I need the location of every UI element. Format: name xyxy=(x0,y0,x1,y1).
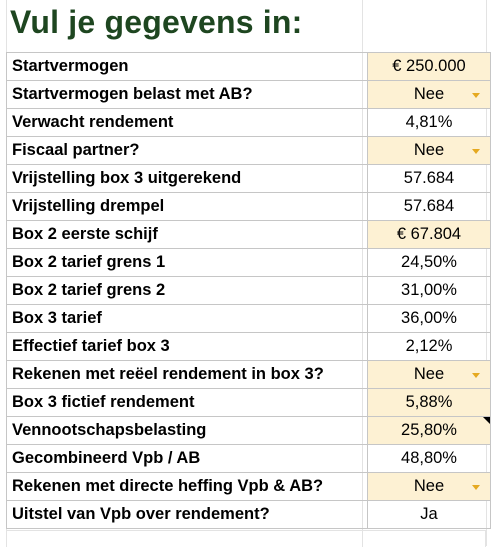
page-title: Vul je gegevens in: xyxy=(10,4,303,40)
table-row xyxy=(7,501,491,529)
value-input-cell[interactable] xyxy=(368,417,491,445)
value-input-cell[interactable] xyxy=(368,53,491,81)
row-label: Startvermogen belast met AB? xyxy=(7,81,368,109)
table-row xyxy=(7,81,491,109)
value-text: 24,50% xyxy=(401,253,457,271)
value-text: 25,80% xyxy=(401,421,457,439)
table-row xyxy=(7,361,491,389)
value-text: 57.684 xyxy=(403,169,455,187)
settings-table xyxy=(6,52,491,529)
row-label: Box 3 tarief xyxy=(7,305,368,333)
value-text: 48,80% xyxy=(401,449,457,467)
value-dropdown[interactable] xyxy=(368,361,491,389)
value-text: 57.684 xyxy=(403,197,455,215)
value-text: 2,12% xyxy=(405,337,453,355)
empty-row xyxy=(6,530,486,547)
row-label: Vrijstelling drempel xyxy=(7,193,368,221)
row-label: Effectief tarief box 3 xyxy=(7,333,368,361)
value-cell xyxy=(368,305,491,333)
value-input-cell[interactable] xyxy=(368,221,491,249)
dropdown-arrow-icon[interactable] xyxy=(472,149,480,154)
table-row xyxy=(7,333,491,361)
gridline xyxy=(6,531,7,547)
table-row xyxy=(7,305,491,333)
value-text: Nee xyxy=(413,141,445,159)
table-row xyxy=(7,277,491,305)
value-dropdown[interactable] xyxy=(368,137,491,165)
value-cell xyxy=(368,165,491,193)
row-label: Box 2 tarief grens 1 xyxy=(7,249,368,277)
value-cell xyxy=(368,333,491,361)
row-label: Box 2 tarief grens 2 xyxy=(7,277,368,305)
row-label: Uitstel van Vpb over rendement? xyxy=(7,501,368,529)
table-row xyxy=(7,109,491,137)
row-label: Verwacht rendement xyxy=(7,109,368,137)
value-cell xyxy=(368,445,491,473)
row-label: Vrijstelling box 3 uitgerekend xyxy=(7,165,368,193)
value-cell xyxy=(368,109,491,137)
table-row xyxy=(7,165,491,193)
value-cell xyxy=(368,277,491,305)
value-text: 5,88% xyxy=(405,393,453,411)
row-label: Startvermogen xyxy=(7,53,368,81)
row-label: Box 2 eerste schijf xyxy=(7,221,368,249)
table-row xyxy=(7,221,491,249)
value-text: 4,81% xyxy=(405,113,453,131)
table-row xyxy=(7,53,491,81)
value-text: 36,00% xyxy=(401,309,457,327)
dropdown-arrow-icon[interactable] xyxy=(472,93,480,98)
table-row xyxy=(7,137,491,165)
row-label: Gecombineerd Vpb / AB xyxy=(7,445,368,473)
value-text: Nee xyxy=(413,85,445,103)
value-dropdown[interactable] xyxy=(368,473,491,501)
dropdown-arrow-icon[interactable] xyxy=(472,485,480,490)
value-text: Nee xyxy=(413,477,445,495)
row-label: Fiscaal partner? xyxy=(7,137,368,165)
table-row xyxy=(7,417,491,445)
value-text: Ja xyxy=(420,505,438,523)
row-label: Vennootschapsbelasting xyxy=(7,417,368,445)
comment-indicator-icon[interactable] xyxy=(483,417,490,424)
table-row xyxy=(7,473,491,501)
table-row xyxy=(7,249,491,277)
value-input-cell[interactable] xyxy=(368,389,491,417)
gridline xyxy=(485,531,486,547)
dropdown-arrow-icon[interactable] xyxy=(472,373,480,378)
gridline xyxy=(362,531,363,547)
value-text: € 250.000 xyxy=(392,57,466,75)
value-cell xyxy=(368,193,491,221)
row-label: Rekenen met reëel rendement in box 3? xyxy=(7,361,368,389)
table-row xyxy=(7,445,491,473)
value-text: Nee xyxy=(413,365,445,383)
value-text: € 67.804 xyxy=(396,225,462,243)
value-cell xyxy=(368,249,491,277)
value-text: 31,00% xyxy=(401,281,457,299)
value-dropdown[interactable] xyxy=(368,81,491,109)
table-row xyxy=(7,193,491,221)
row-label: Rekenen met directe heffing Vpb & AB? xyxy=(7,473,368,501)
table-row xyxy=(7,389,491,417)
row-label: Box 3 fictief rendement xyxy=(7,389,368,417)
value-cell xyxy=(368,501,491,529)
